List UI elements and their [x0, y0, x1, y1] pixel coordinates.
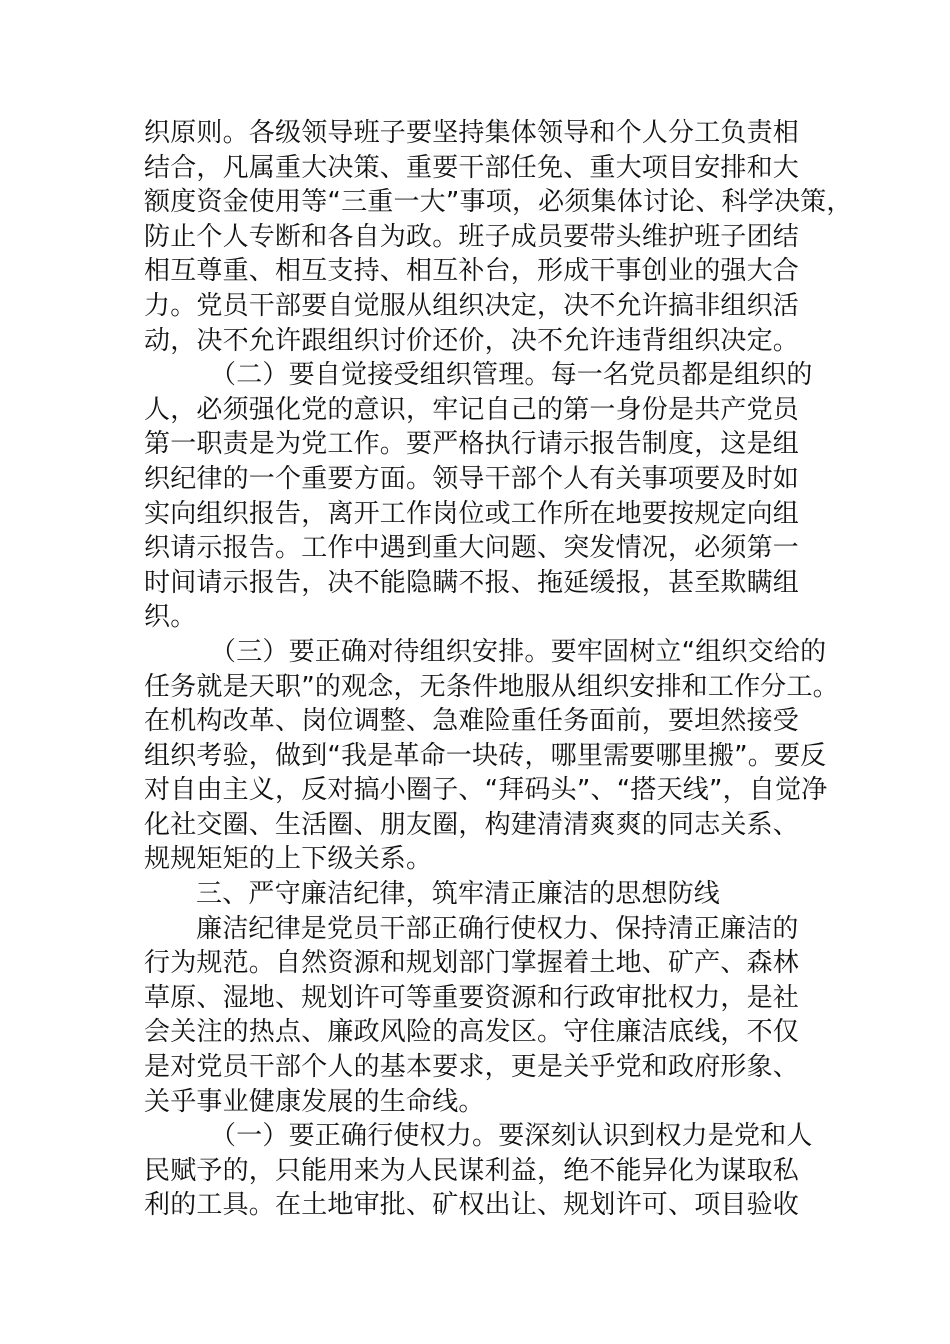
text-line: 力。党员干部要自觉服从组织决定，决不允许搞非组织活 — [144, 290, 800, 321]
text-line: 化社交圈、生活圈、朋友圈，构建清清爽爽的同志关系、 — [144, 809, 800, 840]
text-line: 织原则。各级领导班子要坚持集体领导和个人分工负责相 — [144, 118, 800, 148]
text-line: 人，必须强化党的意识，牢记自己的第一身份是共产党员 — [144, 394, 800, 425]
text-line: 织纪律的一个重要方面。领导干部个人有关事项要及时如 — [144, 463, 800, 494]
text-line: 会关注的热点、廉政风险的高发区。守住廉洁底线，不仅 — [144, 1017, 800, 1048]
text-line: 民赋予的，只能用来为人民谋利益，绝不能异化为谋取私 — [144, 1155, 800, 1186]
text-line: 动，决不允许跟组织讨价还价，决不允许违背组织决定。 — [144, 325, 800, 356]
text-line: 组织考验，做到“我是革命一块砖，哪里需要哪里搬”。要反 — [144, 740, 827, 771]
text-line: 织。 — [144, 602, 197, 633]
text-line: 相互尊重、相互支持、相互补台，形成干事创业的强大合 — [144, 256, 800, 287]
text-line: 三、严守廉洁纪律，筑牢清正廉洁的思想防线 — [196, 879, 721, 910]
text-line: 结合，凡属重大决策、重要干部任免、重大项目安排和大 — [144, 152, 800, 183]
text-line: 关乎事业健康发展的生命线。 — [144, 1086, 485, 1117]
text-line: 对自由主义，反对搞小圈子、“拜码头”、“搭天线”，自觉净 — [144, 775, 828, 806]
text-line: 实向组织报告，离开工作岗位或工作所在地要按规定向组 — [144, 498, 800, 529]
text-line: 行为规范。自然资源和规划部门掌握着土地、矿产、森林 — [144, 948, 800, 979]
text-line: 规规矩矩的上下级关系。 — [144, 844, 433, 875]
text-line: （二）要自觉接受组织管理。每一名党员都是组织的 — [210, 360, 813, 391]
text-line: 织请示报告。工作中遇到重大问题、突发情况，必须第一 — [144, 533, 800, 564]
text-line: 在机构改革、岗位调整、急难险重任务面前，要坦然接受 — [144, 706, 800, 737]
text-line: 时间请示报告，决不能隐瞒不报、拖延缓报，甚至欺瞒组 — [144, 567, 800, 598]
text-line: 廉洁纪律是党员干部正确行使权力、保持清正廉洁的 — [196, 913, 799, 944]
document-body — [144, 116, 853, 1223]
text-line: 任务就是天职”的观念，无条件地服从组织安排和工作分工。 — [144, 671, 839, 702]
text-line: 是对党员干部个人的基本要求，更是关乎党和政府形象、 — [144, 1052, 800, 1083]
text-line: 防止个人专断和各自为政。班子成员要带头维护班子团结 — [144, 221, 800, 252]
text-line: 额度资金使用等“三重一大”事项，必须集体讨论、科学决策， — [144, 187, 853, 218]
text-line: 利的工具。在土地审批、矿权出让、规划许可、项目验收 — [144, 1190, 800, 1221]
text-line: 草原、湿地、规划许可等重要资源和行政审批权力，是社 — [144, 982, 800, 1013]
text-line: 第一职责是为党工作。要严格执行请示报告制度，这是组 — [144, 429, 800, 460]
text-line: （一）要正确行使权力。要深刻认识到权力是党和人 — [210, 1121, 813, 1152]
text-line: （三）要正确对待组织安排。要牢固树立“组织交给的 — [210, 636, 827, 667]
